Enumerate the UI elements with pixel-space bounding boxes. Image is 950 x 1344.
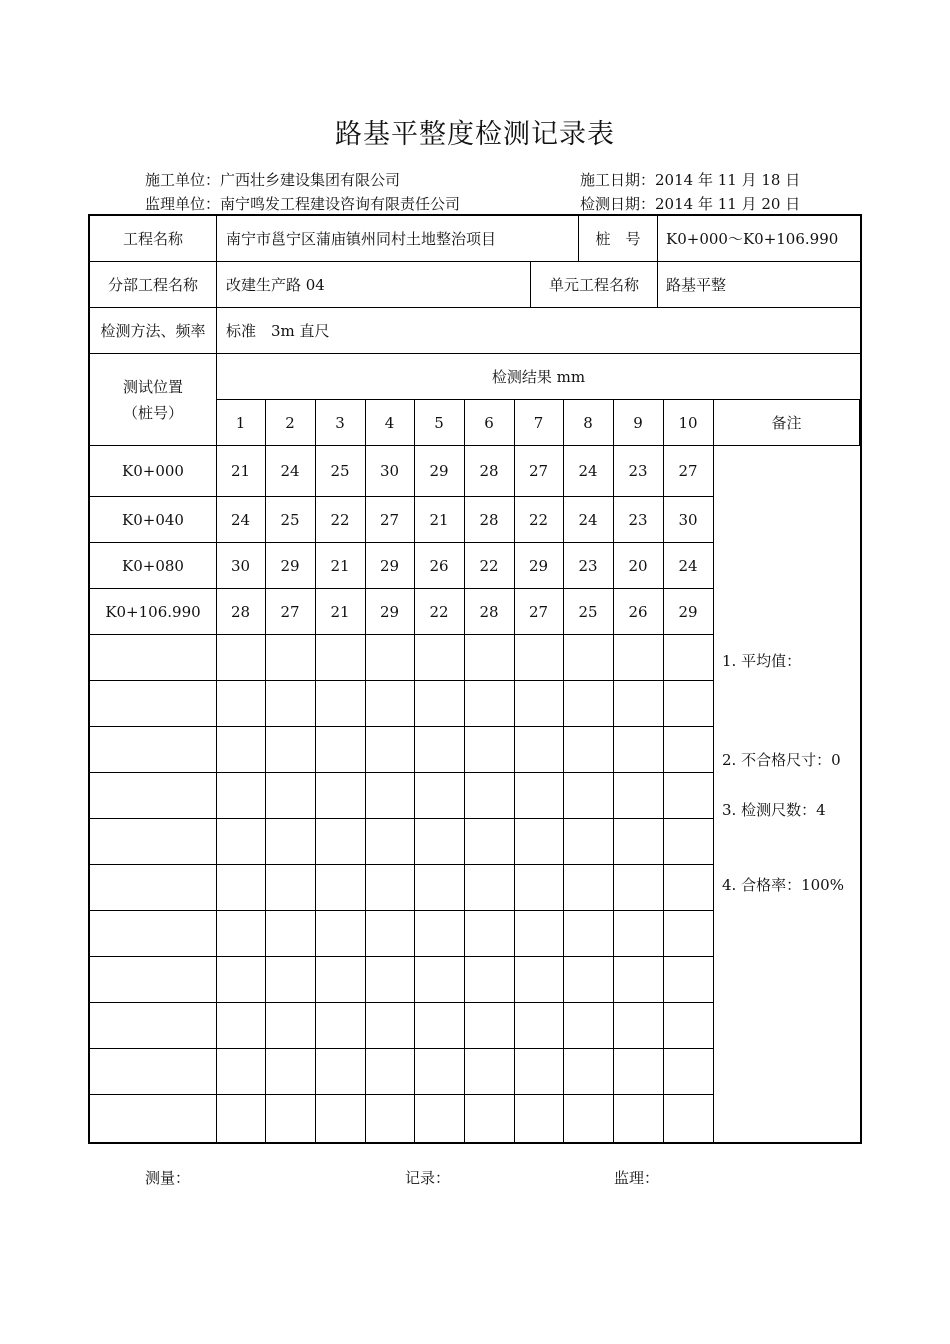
measurement-cell: 24 — [578, 462, 598, 480]
measurement-cell: 27 — [678, 462, 698, 480]
supervision-unit-label: 监理单位： — [145, 195, 221, 213]
measurement-cell: 23 — [628, 510, 648, 529]
measurement-cell: 25 — [280, 510, 300, 529]
row-divider — [89, 634, 714, 635]
measurement-cell: 30 — [230, 556, 251, 575]
measurement-cell: 23 — [628, 462, 648, 480]
col-divider — [657, 215, 658, 307]
measurement-cell: 22 — [479, 556, 499, 575]
column-header: 1 — [235, 413, 246, 432]
construction-unit-value: 广西壮乡建设集团有限公司 — [220, 171, 401, 189]
measurement-cell: 27 — [280, 602, 300, 621]
row-divider — [89, 772, 714, 773]
row-divider — [89, 680, 714, 681]
measurement-cell: 24 — [230, 510, 251, 529]
construction-unit — [145, 169, 400, 190]
column-header: 5 — [434, 413, 444, 432]
measurement-cell: 21 — [230, 462, 251, 480]
measurement-cell: 24 — [280, 462, 300, 480]
column-header: 9 — [633, 413, 643, 432]
measurement-cell: 29 — [528, 556, 549, 575]
measurement-cell: 26 — [628, 602, 648, 621]
test-position-header — [90, 354, 216, 445]
inspection-date-value: 2014 年 11 月 20 日 — [655, 195, 801, 213]
measure-label: 测量： — [145, 1169, 191, 1187]
row-station: K0+080 — [122, 556, 184, 575]
row-divider — [89, 726, 714, 727]
measurement-cell: 24 — [678, 556, 698, 575]
inspection-date — [580, 193, 800, 214]
results-header: 检测结果 mm — [491, 368, 586, 386]
measurement-cell: 28 — [479, 510, 499, 529]
construction-unit-label: 施工单位： — [145, 171, 221, 189]
column-header: 10 — [678, 413, 698, 432]
measurement-cell: 29 — [379, 602, 400, 621]
supervision-unit-value: 南宁鸣发工程建设咨询有限责任公司 — [220, 195, 461, 213]
measurement-cell: 22 — [330, 510, 350, 529]
measurement-cell: 29 — [379, 556, 400, 575]
measurement-cell: 25 — [330, 462, 350, 480]
measurement-cell: 29 — [429, 462, 449, 480]
station-range-value: K0+000～K0+106.990 — [666, 230, 839, 248]
method-value: 标准 3m 直尺 — [226, 322, 330, 340]
page-title: 路基平整度检测记录表 — [335, 119, 615, 150]
measurement-cell: 21 — [330, 602, 350, 621]
measurement-cell: 25 — [578, 602, 598, 621]
test-position-label: 测试位置 — [122, 377, 183, 396]
row-divider — [89, 956, 714, 957]
measurement-cell: 27 — [528, 602, 549, 621]
measurement-cell: 29 — [280, 556, 300, 575]
remarks-header: 备注 — [771, 414, 802, 432]
row-divider — [89, 910, 714, 911]
unit-project-label: 单元工程名称 — [548, 276, 639, 294]
column-header: 6 — [484, 413, 494, 432]
measurement-cell: 28 — [479, 462, 499, 480]
construction-date — [580, 169, 800, 190]
measurement-cell: 22 — [429, 602, 449, 621]
row-divider — [89, 1094, 714, 1095]
col-divider — [859, 399, 860, 445]
supervise-label: 监理： — [614, 1169, 660, 1187]
sub-project-value: 改建生产路 04 — [226, 276, 325, 294]
measurement-cell: 29 — [678, 602, 698, 621]
measurement-cell: 23 — [578, 556, 598, 575]
measurement-cell: 22 — [528, 510, 549, 529]
remark-count: 3. 检测尺数：4 — [722, 801, 826, 819]
row-station: K0+106.990 — [105, 602, 201, 621]
measurement-cell: 26 — [429, 556, 449, 575]
remark-unqualified: 2. 不合格尺寸：0 — [722, 751, 841, 769]
row-divider — [89, 864, 714, 865]
construction-date-label: 施工日期： — [580, 171, 656, 189]
construction-date-value: 2014 年 11 月 18 日 — [655, 171, 801, 189]
row-station: K0+000 — [122, 462, 184, 480]
measurement-cell: 27 — [379, 510, 400, 529]
test-position-sub-label: （桩号） — [122, 403, 183, 422]
row-divider — [89, 1048, 714, 1049]
measurement-cell: 24 — [578, 510, 598, 529]
column-header: 8 — [583, 413, 593, 432]
measurement-cell: 30 — [379, 462, 400, 480]
row-divider — [89, 1002, 714, 1003]
unit-project-value: 路基平整 — [666, 276, 727, 294]
measurement-cell: 20 — [628, 556, 648, 575]
measurement-cell: 30 — [678, 510, 698, 529]
measurement-cell: 21 — [330, 556, 350, 575]
record-label: 记录： — [405, 1169, 451, 1187]
row-divider — [89, 818, 714, 819]
column-header: 7 — [533, 413, 544, 432]
sub-project-label: 分部工程名称 — [107, 276, 198, 294]
remark-pass-rate: 4. 合格率：100% — [722, 876, 844, 894]
row-station: K0+040 — [122, 510, 184, 529]
station-label: 桩 号 — [595, 230, 641, 248]
inspection-date-label: 检测日期： — [580, 195, 656, 213]
measurement-cell: 27 — [528, 462, 549, 480]
supervision-unit — [145, 193, 460, 214]
measurement-cell: 28 — [479, 602, 499, 621]
remark-average: 1. 平均值： — [722, 652, 802, 670]
measurement-cell: 28 — [230, 602, 251, 621]
col-divider — [713, 399, 714, 1142]
column-header: 2 — [285, 413, 295, 432]
column-header: 4 — [384, 413, 395, 432]
project-name-label: 工程名称 — [122, 230, 183, 248]
method-label: 检测方法、频率 — [100, 322, 206, 340]
column-header: 3 — [335, 413, 345, 432]
measurement-cell: 21 — [429, 510, 449, 529]
project-name-value: 南宁市邕宁区蒲庙镇州同村土地整治项目 — [226, 230, 497, 248]
